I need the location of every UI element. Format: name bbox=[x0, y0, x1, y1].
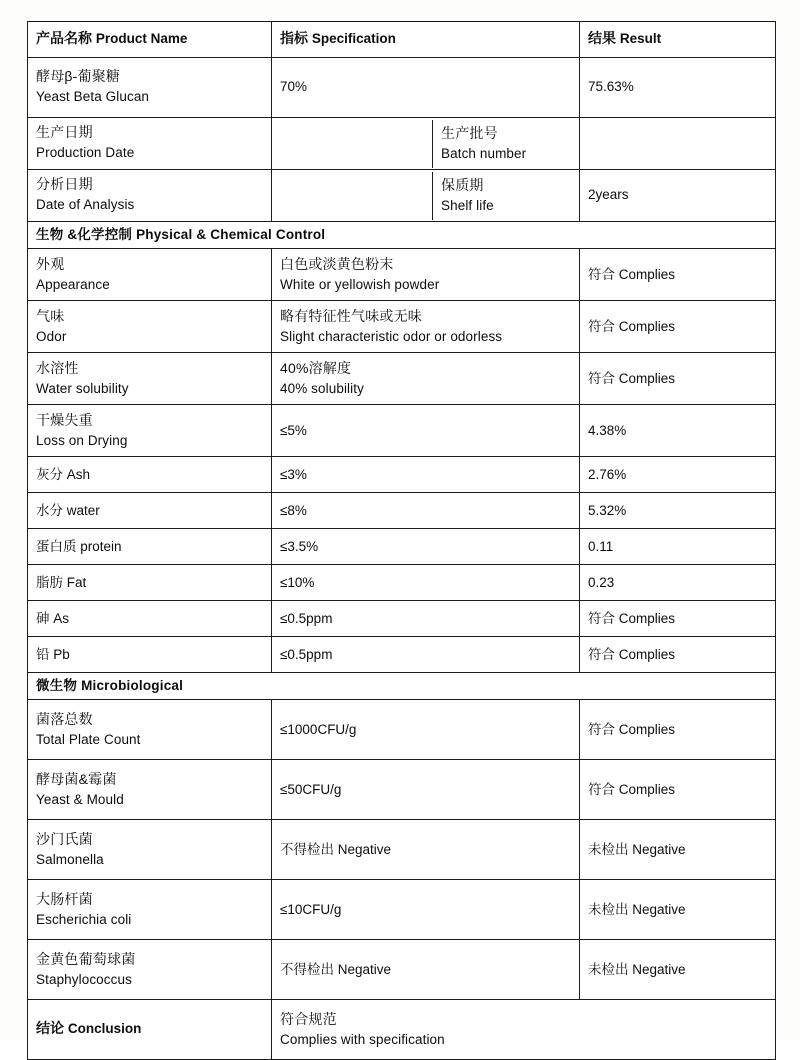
analysis-date-label-en: Date of Analysis bbox=[36, 197, 135, 213]
product-result-value: 75.63% bbox=[580, 58, 776, 118]
section-header-microbiological bbox=[28, 673, 776, 700]
batch-number-label-cell bbox=[433, 120, 580, 168]
row-name-cell bbox=[28, 880, 272, 940]
product-specification-value: 70% bbox=[272, 58, 580, 118]
production-date-value bbox=[272, 120, 433, 168]
row-result-cell: 符合 Complies bbox=[580, 353, 776, 405]
table-row bbox=[28, 940, 776, 1000]
section-header-physical-chemical bbox=[28, 222, 776, 249]
row-name-cell bbox=[28, 405, 272, 457]
row-name-cell bbox=[28, 301, 272, 353]
table-row bbox=[28, 249, 776, 301]
row-name-cn: 金黄色葡萄球菌 bbox=[36, 950, 136, 967]
table-row-product bbox=[28, 58, 776, 118]
row-result-cell: 4.38% bbox=[580, 405, 776, 457]
row-name-en: Loss on Drying bbox=[36, 432, 128, 448]
section-header-row-physical-chemical bbox=[28, 222, 776, 249]
table-row bbox=[28, 637, 776, 673]
row-spec-cell: 不得检出 Negative bbox=[272, 940, 580, 1000]
row-spec-cell: 不得检出 Negative bbox=[272, 820, 580, 880]
row-name-en: Odor bbox=[36, 328, 67, 344]
column-header-product-name-cn: 产品名称 bbox=[36, 30, 92, 47]
production-date-label-en: Production Date bbox=[36, 145, 135, 161]
row-spec-cell: ≤8% bbox=[272, 493, 580, 529]
row-name-cell bbox=[28, 353, 272, 405]
row-result-cell: 0.23 bbox=[580, 565, 776, 601]
column-header-product-name-en: Product Name bbox=[95, 31, 188, 47]
row-spec-cn: 略有特征性气味或无味 bbox=[280, 307, 422, 324]
row-name-cell bbox=[28, 760, 272, 820]
conclusion-value-cell bbox=[272, 1000, 776, 1060]
shelf-life-label-en: Shelf life bbox=[441, 197, 494, 213]
batch-number-value bbox=[580, 118, 776, 170]
row-result-cell: 未检出 Negative bbox=[580, 820, 776, 880]
table-row-production-date bbox=[28, 118, 776, 170]
column-header-product-name bbox=[28, 22, 272, 58]
row-name-cn: 菌落总数 bbox=[36, 710, 93, 727]
batch-number-label-cn: 生产批号 bbox=[441, 124, 498, 141]
table-row bbox=[28, 353, 776, 405]
row-name-cell bbox=[28, 940, 272, 1000]
row-spec-cell bbox=[272, 301, 580, 353]
analysis-date-label-cell bbox=[28, 170, 272, 222]
row-result-cell: 2.76% bbox=[580, 457, 776, 493]
column-header-result-cn: 结果 bbox=[588, 30, 616, 47]
row-name-cn: 水溶性 bbox=[36, 359, 79, 376]
row-spec-cell: ≤0.5ppm bbox=[272, 637, 580, 673]
conclusion-label-cn: 结论 bbox=[36, 1020, 64, 1037]
row-name-en: Staphylococcus bbox=[36, 971, 132, 987]
row-name-cn: 气味 bbox=[36, 307, 65, 324]
section-header-row-microbiological bbox=[28, 673, 776, 700]
row-name-en: Escherichia coli bbox=[36, 911, 132, 927]
conclusion-label-cell bbox=[28, 1000, 272, 1060]
conclusion-value-en: Complies with specification bbox=[280, 1031, 445, 1047]
table-row bbox=[28, 760, 776, 820]
row-spec-cell: ≤5% bbox=[272, 405, 580, 457]
table-row bbox=[28, 565, 776, 601]
table-row bbox=[28, 880, 776, 940]
table-row-conclusion bbox=[28, 1000, 776, 1060]
row-spec-cell: ≤10% bbox=[272, 565, 580, 601]
section-header-physical-chemical-en: Physical & Chemical Control bbox=[136, 227, 326, 242]
row-spec-en: White or yellowish powder bbox=[280, 276, 440, 292]
row-name-cell: 灰分 Ash bbox=[28, 457, 272, 493]
product-name-cell bbox=[28, 58, 272, 118]
batch-number-label-en: Batch number bbox=[441, 145, 527, 161]
analysis-date-split-cell bbox=[272, 170, 580, 222]
analysis-date-label-cn: 分析日期 bbox=[36, 176, 93, 193]
row-name-en: Total Plate Count bbox=[36, 731, 141, 747]
row-spec-cell bbox=[272, 353, 580, 405]
row-name-cn: 干燥失重 bbox=[36, 411, 93, 428]
row-spec-cn: 40%溶解度 bbox=[280, 359, 352, 376]
row-result-cell: 符合 Complies bbox=[580, 249, 776, 301]
production-date-split-cell bbox=[272, 118, 580, 170]
row-name-cell: 蛋白质 protein bbox=[28, 529, 272, 565]
shelf-life-value: 2years bbox=[580, 170, 776, 222]
row-spec-cell: ≤10CFU/g bbox=[272, 880, 580, 940]
table-row bbox=[28, 700, 776, 760]
row-spec-cell bbox=[272, 249, 580, 301]
row-name-en: Water solubility bbox=[36, 380, 129, 396]
table-row-date-of-analysis bbox=[28, 170, 776, 222]
row-spec-cn: 白色或淡黄色粉末 bbox=[280, 255, 394, 272]
row-name-cell bbox=[28, 820, 272, 880]
row-spec-en: Slight characteristic odor or odorless bbox=[280, 328, 503, 344]
table-row bbox=[28, 457, 776, 493]
column-header-result-en: Result bbox=[619, 31, 662, 47]
column-header-specification-cn: 指标 bbox=[280, 30, 308, 47]
row-name-cn: 外观 bbox=[36, 255, 65, 272]
row-name-cell: 脂肪 Fat bbox=[28, 565, 272, 601]
column-header-specification-en: Specification bbox=[311, 31, 396, 47]
table-row bbox=[28, 493, 776, 529]
table-row bbox=[28, 820, 776, 880]
table-row bbox=[28, 301, 776, 353]
row-spec-cell: ≤1000CFU/g bbox=[272, 700, 580, 760]
table-row bbox=[28, 529, 776, 565]
row-spec-cell: ≤50CFU/g bbox=[272, 760, 580, 820]
row-spec-en: 40% solubility bbox=[280, 380, 364, 396]
row-spec-cell: ≤0.5ppm bbox=[272, 601, 580, 637]
row-name-cell: 砷 As bbox=[28, 601, 272, 637]
row-name-cell: 铅 Pb bbox=[28, 637, 272, 673]
shelf-life-label-cell bbox=[433, 172, 580, 220]
row-result-cell: 0.11 bbox=[580, 529, 776, 565]
product-name-cn: 酵母β-葡聚糖 bbox=[36, 68, 121, 85]
conclusion-label-en: Conclusion bbox=[67, 1021, 142, 1037]
table-header-row bbox=[28, 22, 776, 58]
section-header-microbiological-en: Microbiological bbox=[81, 678, 184, 694]
row-result-cell: 未检出 Negative bbox=[580, 880, 776, 940]
row-result-cell: 符合 Complies bbox=[580, 301, 776, 353]
row-result-cell: 5.32% bbox=[580, 493, 776, 529]
row-result-cell: 符合 Complies bbox=[580, 637, 776, 673]
table-row bbox=[28, 405, 776, 457]
row-spec-cell: ≤3% bbox=[272, 457, 580, 493]
row-result-cell: 符合 Complies bbox=[580, 760, 776, 820]
row-result-cell: 符合 Complies bbox=[580, 601, 776, 637]
row-result-cell: 符合 Complies bbox=[580, 700, 776, 760]
row-result-cell: 未检出 Negative bbox=[580, 940, 776, 1000]
product-name-en: Yeast Beta Glucan bbox=[36, 89, 150, 105]
shelf-life-label-cn: 保质期 bbox=[441, 176, 484, 193]
production-date-label-cell bbox=[28, 118, 272, 170]
certificate-of-analysis-table bbox=[27, 21, 776, 1060]
row-name-cell bbox=[28, 249, 272, 301]
row-name-cn: 酵母菌&霉菌 bbox=[36, 770, 117, 787]
section-header-physical-chemical-cn: 生物 &化学控制 bbox=[36, 227, 133, 242]
row-name-en: Yeast & Mould bbox=[36, 791, 124, 807]
row-name-cn: 沙门氏菌 bbox=[36, 830, 93, 847]
row-name-en: Salmonella bbox=[36, 851, 104, 867]
section-header-microbiological-cn: 微生物 bbox=[36, 678, 78, 694]
row-name-cn: 大肠杆菌 bbox=[36, 890, 93, 907]
column-header-result bbox=[580, 22, 776, 58]
row-name-cell bbox=[28, 700, 272, 760]
row-name-en: Appearance bbox=[36, 276, 110, 292]
row-spec-cell: ≤3.5% bbox=[272, 529, 580, 565]
analysis-date-value bbox=[272, 172, 433, 220]
table-row bbox=[28, 601, 776, 637]
column-header-specification bbox=[272, 22, 580, 58]
conclusion-value-cn: 符合规范 bbox=[280, 1010, 337, 1027]
row-name-cell: 水分 water bbox=[28, 493, 272, 529]
production-date-label-cn: 生产日期 bbox=[36, 124, 93, 141]
